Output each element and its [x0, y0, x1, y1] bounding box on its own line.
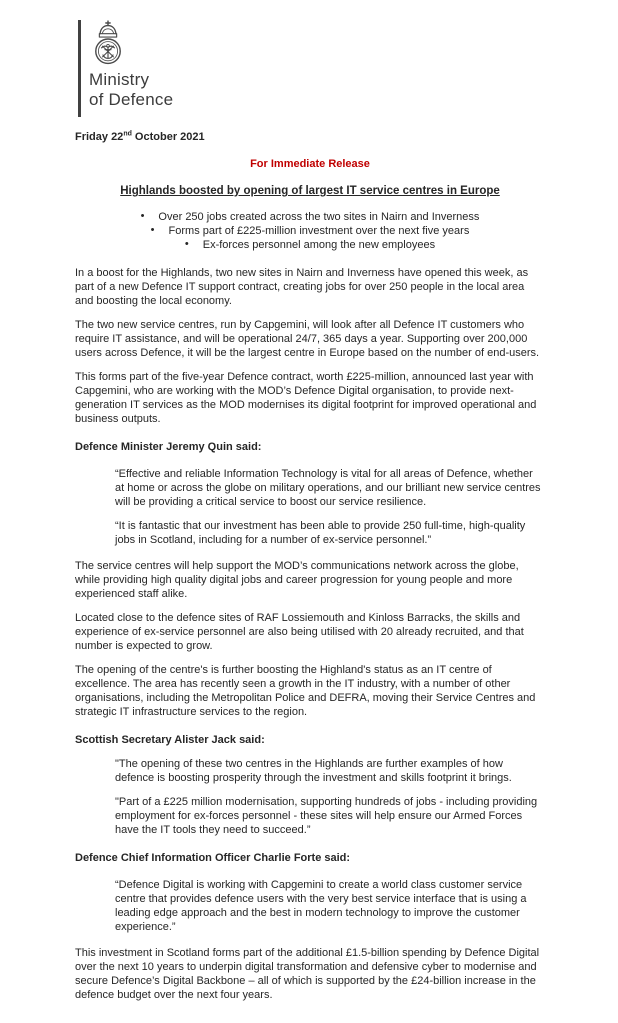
bullet-text: Ex-forces personnel among the new employees [202, 239, 436, 251]
release-date [75, 130, 545, 144]
quote-paragraph: “Effective and reliable Information Technology is vital for all areas of Defence, whether at home or across the globe on military operations, and our brilliant new service centres will be providing a critical service to boost our service resilience. [115, 468, 541, 508]
body-paragraph: The two new service centres, run by Capgemini, will look after all Defence IT customers who require IT assistance, and will be operational 24/7, 365 days a year. Supporting over 200,000 users across Defence, it will be the largest centre in Europe based on the number of end-users. [75, 319, 540, 359]
body-paragraph: The service centres will help support the MOD’s communications network across the globe, while providing high quality digital jobs and career progression for young people and more experienced staff alike. [75, 560, 519, 600]
press-release-body [75, 130, 545, 1002]
body-paragraph: This forms part of the five-year Defence contract, worth £225-million, announced last year with Capgemini, who are working with the MOD’s Defence Digital organisation, to provide next-generation IT services as the MOD modernises its digital footprint for improved operational and business outputs. [75, 371, 537, 425]
bullet-text: Over 250 jobs created across the two sites in Nairn and Inverness [158, 211, 480, 223]
logo-line1: Ministry [89, 70, 150, 89]
logo-line2: of Defence [89, 90, 174, 109]
speaker-heading: Scottish Secretary Alister Jack said: [75, 734, 265, 746]
list-item [75, 238, 545, 252]
speaker-heading: Defence Minister Jeremy Quin said: [75, 441, 262, 453]
bullet-text: Forms part of £225-million investment over the next five years [168, 225, 470, 237]
quote-paragraph: “It is fantastic that our investment has been able to provide 250 full-time, high-quality jobs in Scotland, including for a number of ex-service personnel.” [115, 520, 526, 546]
date-month-year: October 2021 [131, 131, 205, 143]
bullet-icon: • [140, 210, 145, 222]
mod-logo [78, 20, 173, 117]
speaker-heading: Defence Chief Information Officer Charlie Forte said: [75, 852, 351, 864]
date-day: Friday 22 [75, 131, 124, 143]
mod-crest-icon [89, 20, 127, 67]
logo-vertical-bar [78, 20, 81, 117]
bullet-icon: • [184, 238, 189, 250]
date-ordinal: nd [123, 130, 132, 138]
list-item [75, 224, 545, 238]
for-immediate-release-label: For Immediate Release [250, 158, 370, 170]
list-item [75, 210, 545, 224]
quote-paragraph: "The opening of these two centres in the Highlands are further examples of how defence is boosting prosperity through the investment and skills footprint it brings. [115, 758, 512, 784]
quote-paragraph: “Defence Digital is working with Capgemini to create a world class customer service centre that provides defence users with the very best service interface that is using a leading edge approach and the best in modern technology to improve the customer experience.” [115, 879, 527, 933]
body-paragraph: This investment in Scotland forms part of the additional £1.5-billion spending by Defence Digital over the next 10 years to underpin digital transformation and defensive cyber to modernise and secure Defence’s Digital Backbone – all of which is supported by the £24-billion increase in the defence budget over the next four years. [75, 947, 540, 1001]
body-paragraph: In a boost for the Highlands, two new sites in Nairn and Inverness have opened this week, as part of a new Defence IT support contract, creating jobs for over 250 people in the local area and boosting the local economy. [75, 267, 529, 307]
body-paragraph: Located close to the defence sites of RAF Lossiemouth and Kinloss Barracks, the skills and experience of ex-service personnel are also being utilised with 20 already recruited, and that number is expected to grow. [75, 612, 524, 652]
body-paragraph: The opening of the centre's is further boosting the Highland's status as an IT centre of excellence. The area has recently seen a growth in the IT industry, with a number of other organisations, including the Metropolitan Police and DEFRA, moving their Service Centres and strategic IT infrastructure services to the region. [75, 664, 536, 718]
quote-paragraph: "Part of a £225 million modernisation, supporting hundreds of jobs - including providing employment for ex-forces personnel - these sites will help ensure our Armed Forces have the IT tools they need to succeed.” [115, 796, 538, 836]
headline: Highlands boosted by opening of largest IT service centres in Europe [120, 185, 500, 197]
logo-wordmark [89, 70, 173, 110]
summary-bullet-list [75, 210, 545, 252]
bullet-icon: • [150, 224, 155, 236]
